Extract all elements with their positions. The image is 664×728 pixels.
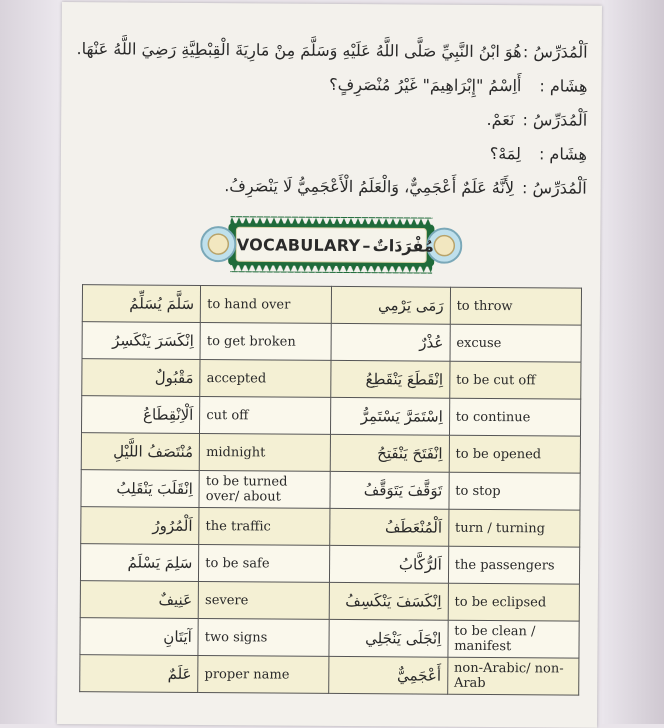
vocab-arabic-left: مُنْتَصَفُ اللَّيْلِ: [81, 433, 199, 471]
vocabulary-banner: [200, 209, 462, 281]
vocab-english-right: to be clean / manifest: [448, 620, 580, 658]
background-left: [0, 0, 62, 724]
banner-title-en: VOCABULARY: [236, 234, 361, 255]
dialogue-text: لِأَنَّهُ عَلَمٌ أَعْجَمِيٌّ، وَالْعَلَمُ الْأَعْجَمِيُّ لَا يَنْصَرِفُ.: [224, 176, 515, 198]
vocab-arabic-right: رَمَى يَرْمِي: [332, 286, 450, 324]
table-row: [82, 359, 581, 399]
vocabulary-table: [79, 284, 582, 695]
speaker: اَلْمُدَرِّسُ :: [521, 178, 587, 198]
dialogue-line: [77, 66, 587, 104]
vocab-arabic-left: سَلَّمَ يُسَلِّمُ: [82, 285, 200, 323]
vocab-arabic-left: سَلِمَ يَسْلَمُ: [80, 544, 198, 582]
banner-dash: –: [362, 235, 371, 255]
dialogue-line: [78, 32, 588, 70]
table-row: [80, 581, 579, 621]
table-row: [81, 470, 580, 510]
vocab-english-right: the passengers: [448, 546, 580, 584]
table-row: [81, 396, 580, 436]
dialogue-line: [77, 168, 587, 206]
background-right: [602, 0, 664, 724]
vocab-english-right: to throw: [450, 287, 582, 325]
dialogue-text: لِمَهْ؟: [489, 143, 522, 164]
vocab-english-right: to continue: [449, 398, 581, 436]
dialogue: [77, 32, 588, 206]
vocab-english-left: midnight: [199, 433, 331, 471]
speaker: هِشَام :: [538, 144, 588, 164]
dialogue-text: هُوَ ابْنُ النَّبِيِّ صَلَّى اللَّهُ عَلَيْهِ وَسَلَّمَ مِنْ مَارِيَةَ الْقِبْطِيَّةِ رَضِيَ اللَّهُ عَنْهَا.: [76, 39, 522, 62]
vocab-arabic-right: اِنْكَسَفَ يَنْكَسِفُ: [330, 582, 448, 620]
vocab-english-right: to stop: [449, 472, 581, 510]
vocab-arabic-left: اِنْكَسَرَ يَنْكَسِرُ: [82, 322, 200, 360]
vocab-arabic-left: آيَتَانِ: [80, 618, 198, 656]
vocab-arabic-left: عَنِيفٌ: [80, 581, 198, 619]
vocab-arabic-left: مَقْبُولٌ: [82, 359, 200, 397]
table-row: [80, 544, 579, 584]
vocab-english-left: accepted: [200, 359, 332, 397]
vocab-arabic-right: اِنْقَطَعَ يَنْقَطِعُ: [331, 360, 449, 398]
vocab-english-left: to be safe: [199, 544, 331, 582]
banner-title: [236, 229, 434, 260]
vocab-arabic-right: اِنْجَلَى يَنْجَلِي: [329, 619, 447, 657]
vocab-arabic-right: اَلرُّكَّابُ: [330, 545, 448, 583]
vocab-english-right: to be cut off: [449, 361, 581, 399]
vocab-english-left: two signs: [198, 618, 330, 656]
speaker: هِشَام :: [539, 76, 588, 96]
speaker: اَلْمُدَرِّسُ :: [522, 110, 588, 130]
vocab-english-left: to be turned over/ about: [199, 470, 331, 508]
vocab-arabic-right: أَعْجَمِيٌّ: [329, 656, 447, 694]
vocab-english-right: turn / turning: [448, 509, 580, 547]
vocab-english-left: severe: [198, 581, 330, 619]
table-row: [81, 433, 580, 473]
dialogue-line: [77, 100, 587, 138]
table-row: [80, 618, 579, 658]
speaker: اَلْمُدَرِّسُ :: [522, 42, 588, 62]
vocab-arabic-right: اَلْمُنْعَطَفُ: [330, 508, 448, 546]
vocab-english-right: to be eclipsed: [448, 583, 580, 621]
table-row: [80, 655, 579, 695]
table-row: [82, 322, 581, 362]
vocab-english-left: cut off: [200, 396, 332, 434]
vocab-english-left: proper name: [198, 655, 330, 693]
vocab-english-right: excuse: [450, 324, 582, 362]
vocab-arabic-left: اَلْمُرُورُ: [81, 507, 199, 545]
vocab-arabic-left: اَلْاِنْقِطَاعُ: [81, 396, 199, 434]
vocab-arabic-right: تَوَقَّفَ يَتَوَقَّفُ: [330, 471, 448, 509]
banner-title-ar: مُفْرَدَاتٌ: [372, 235, 434, 256]
dialogue-text: أَاِسْمُ "إِبْرَاهِيمَ" غَيْرُ مُنْصَرِفٍ؟: [329, 74, 522, 96]
book-page: [57, 2, 602, 728]
vocab-english-right: non-Arabic/ non-Arab: [447, 657, 579, 695]
vocab-arabic-right: عُذْرٌ: [331, 323, 449, 361]
vocab-arabic-left: عَلَمٌ: [80, 655, 198, 693]
vocab-english-right: to be opened: [449, 435, 581, 473]
dialogue-line: [77, 134, 587, 172]
vocab-english-left: to get broken: [200, 322, 332, 360]
vocab-arabic-left: اِنْقَلَبَ يَنْقَلِبُ: [81, 470, 199, 508]
vocab-english-left: the traffic: [199, 507, 331, 545]
table-row: [81, 507, 580, 547]
vocab-arabic-right: اِنْفَتَحَ يَنْفَتِحُ: [331, 434, 449, 472]
table-row: [82, 285, 581, 325]
vocab-arabic-right: اِسْتَمَرَّ يَسْتَمِرُّ: [331, 397, 449, 435]
dialogue-text: نَعَمْ.: [486, 109, 515, 130]
vocab-english-left: to hand over: [201, 285, 333, 323]
